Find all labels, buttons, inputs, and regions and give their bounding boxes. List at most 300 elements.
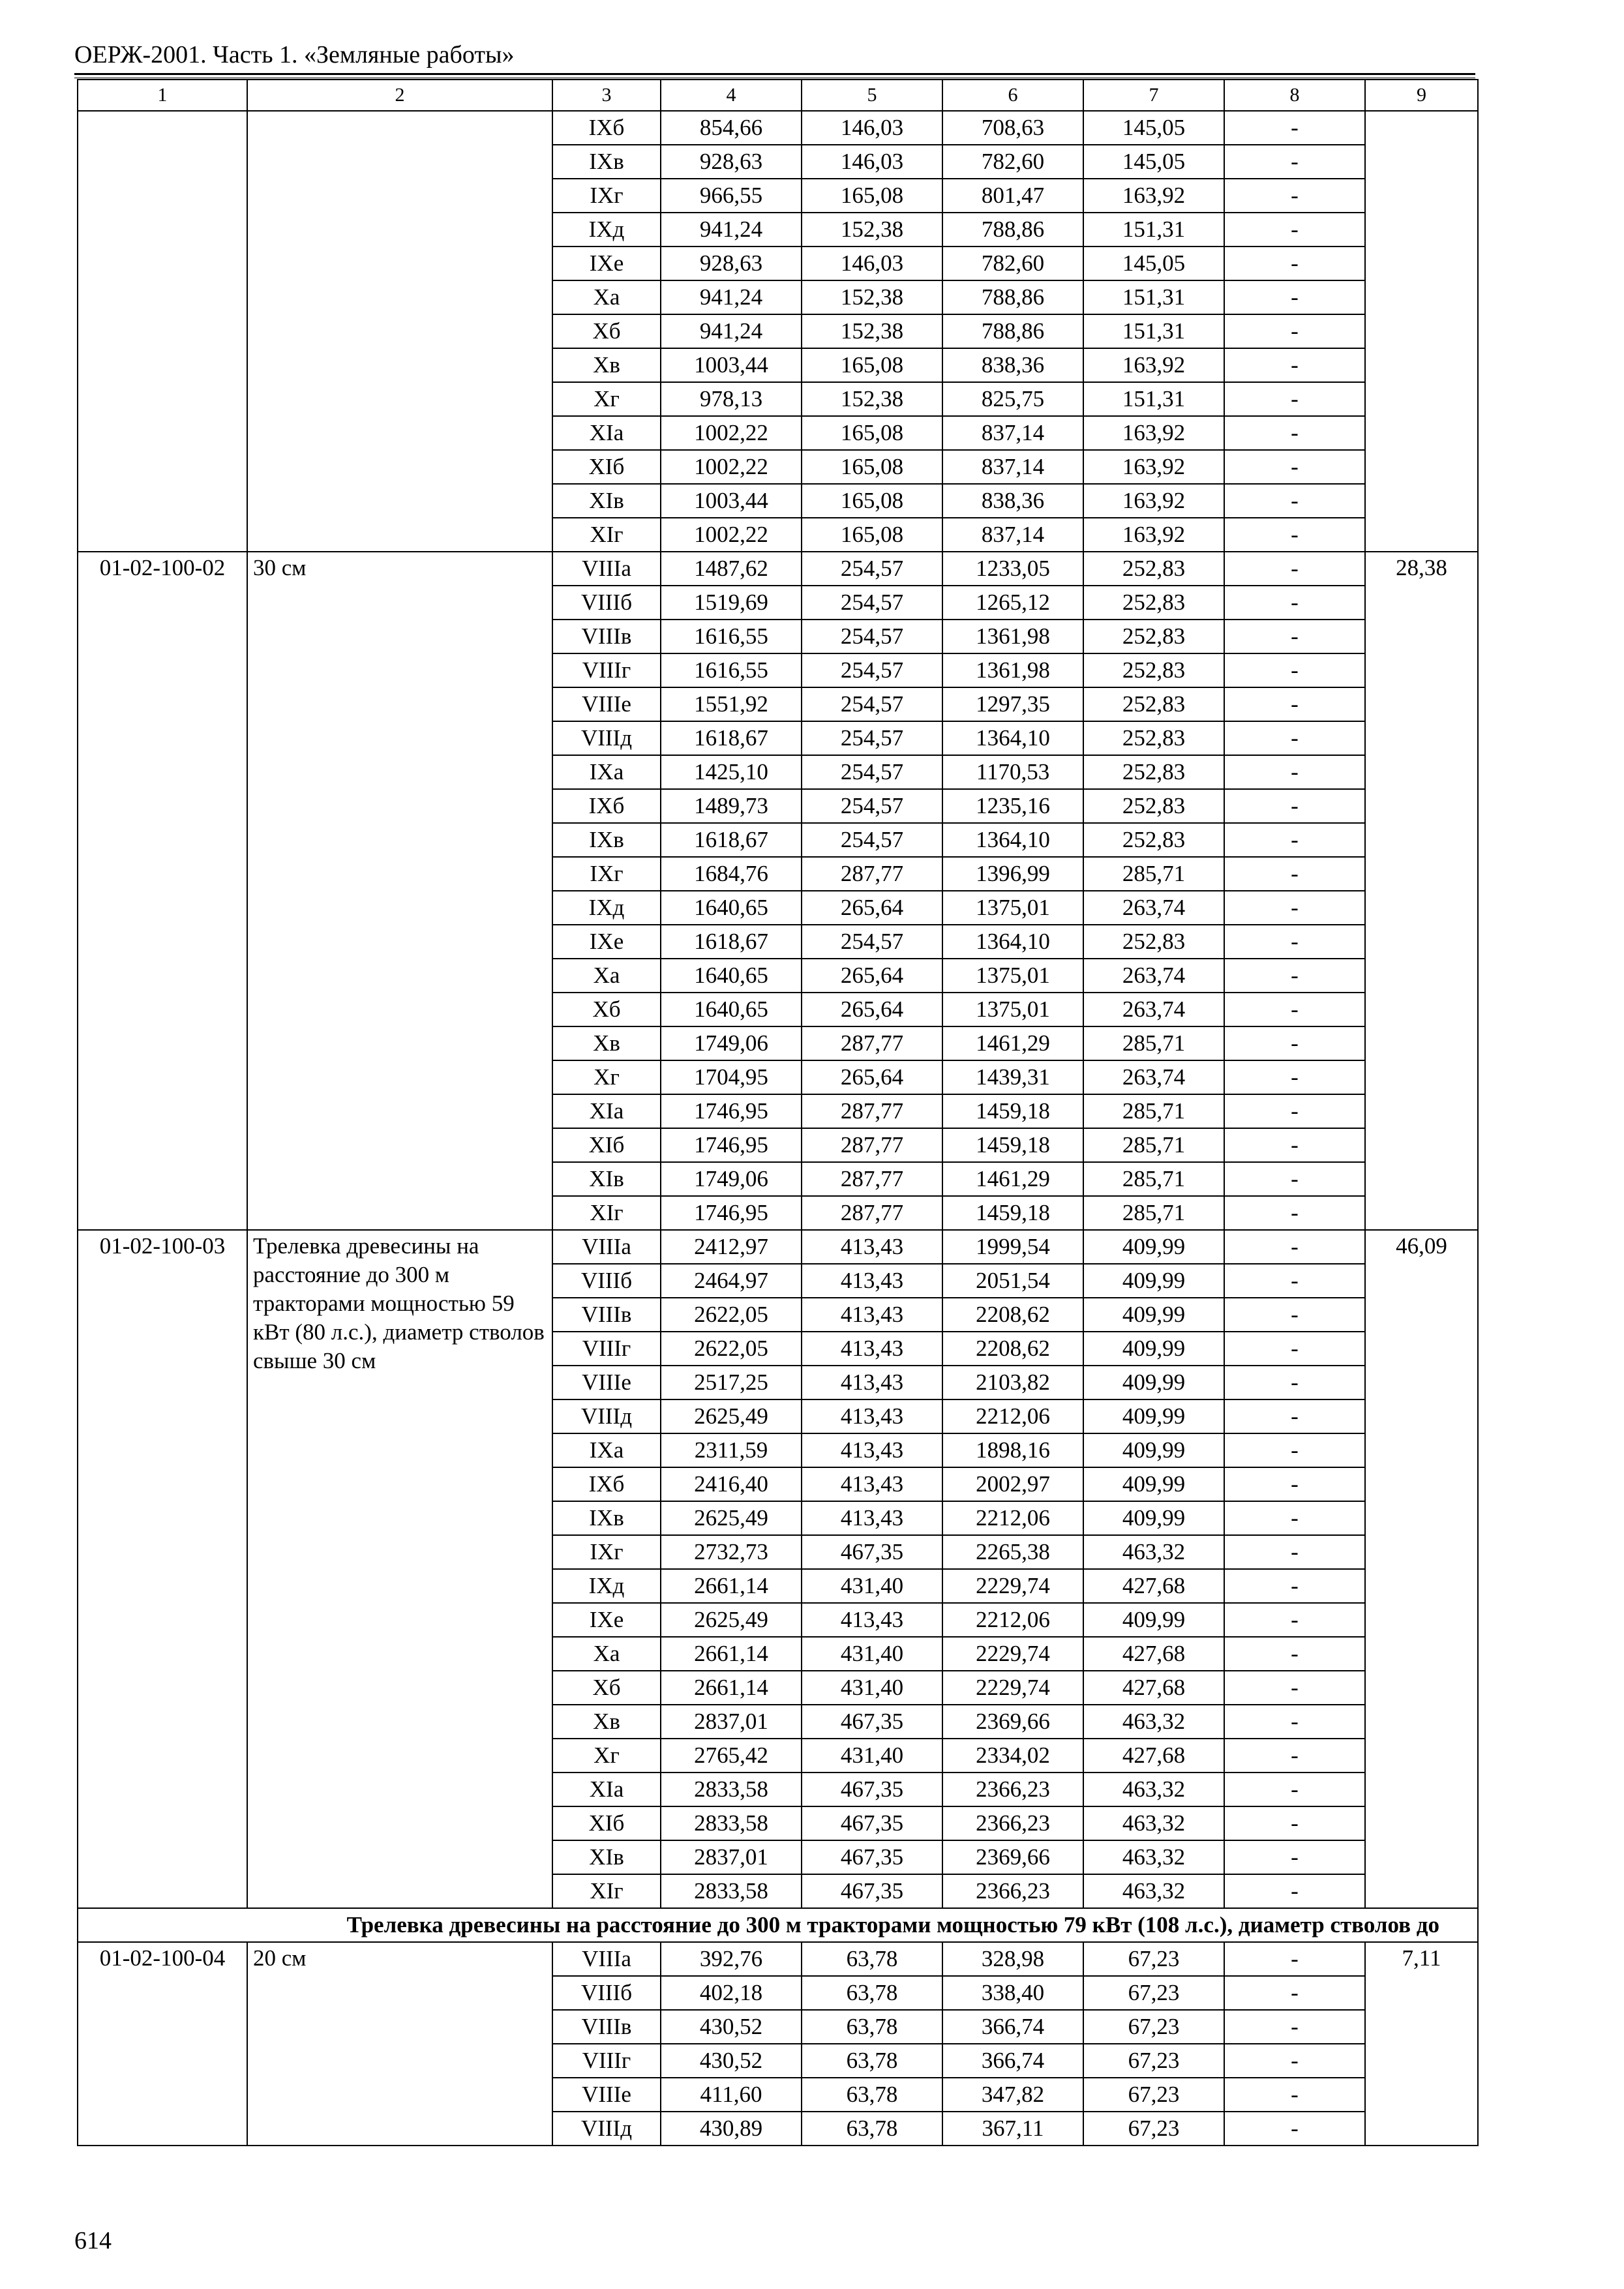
- machine-cost: 708,63: [942, 111, 1083, 145]
- operator-wage: 145,05: [1083, 145, 1224, 179]
- category: VIIIа: [552, 1942, 661, 1976]
- materials-cost: -: [1224, 2078, 1365, 2112]
- materials-cost: -: [1224, 382, 1365, 416]
- category: IXа: [552, 755, 661, 789]
- operator-wage: 463,32: [1083, 1840, 1224, 1874]
- machine-cost: 367,11: [942, 2112, 1083, 2146]
- total-cost: 854,66: [661, 111, 802, 145]
- total-cost: 2765,42: [661, 1739, 802, 1773]
- category: IXб: [552, 789, 661, 823]
- total-cost: 2517,25: [661, 1366, 802, 1399]
- column-number: 4: [661, 80, 802, 111]
- category: IXв: [552, 145, 661, 179]
- machine-cost: 1297,35: [942, 687, 1083, 721]
- total-cost: 1640,65: [661, 891, 802, 925]
- machine-cost: 1439,31: [942, 1060, 1083, 1094]
- table-row: [78, 1230, 1478, 1264]
- materials-cost: -: [1224, 179, 1365, 213]
- column-number: 8: [1224, 80, 1365, 111]
- category: IXг: [552, 179, 661, 213]
- total-cost: 978,13: [661, 382, 802, 416]
- operator-wage: 252,83: [1083, 721, 1224, 755]
- category: XIа: [552, 1094, 661, 1128]
- labor-cost: 254,57: [802, 789, 942, 823]
- machine-cost: 1461,29: [942, 1026, 1083, 1060]
- total-cost: 2833,58: [661, 1874, 802, 1908]
- rates-table: [77, 79, 1479, 2146]
- labor-hours: 28,38: [1365, 552, 1478, 1230]
- machine-cost: 837,14: [942, 518, 1083, 552]
- column-number: 1: [78, 80, 247, 111]
- category: VIIIг: [552, 1332, 661, 1366]
- category: XIг: [552, 1874, 661, 1908]
- category: IXд: [552, 891, 661, 925]
- table-row: [78, 552, 1478, 586]
- machine-cost: 2265,38: [942, 1535, 1083, 1569]
- materials-cost: -: [1224, 2010, 1365, 2044]
- materials-cost: -: [1224, 145, 1365, 179]
- total-cost: 2622,05: [661, 1298, 802, 1332]
- category: IXд: [552, 1569, 661, 1603]
- total-cost: 402,18: [661, 1976, 802, 2010]
- machine-cost: 2051,54: [942, 1264, 1083, 1298]
- total-cost: 1640,65: [661, 959, 802, 993]
- total-cost: 2416,40: [661, 1467, 802, 1501]
- labor-cost: 467,35: [802, 1806, 942, 1840]
- labor-hours: 7,11: [1365, 1942, 1478, 2146]
- labor-cost: 413,43: [802, 1298, 942, 1332]
- machine-cost: 1235,16: [942, 789, 1083, 823]
- materials-cost: -: [1224, 1366, 1365, 1399]
- materials-cost: -: [1224, 450, 1365, 484]
- total-cost: 1749,06: [661, 1026, 802, 1060]
- materials-cost: -: [1224, 721, 1365, 755]
- labor-cost: 287,77: [802, 1162, 942, 1196]
- materials-cost: -: [1224, 1840, 1365, 1874]
- machine-cost: 1999,54: [942, 1230, 1083, 1264]
- machine-cost: 782,60: [942, 145, 1083, 179]
- machine-cost: 2366,23: [942, 1874, 1083, 1908]
- operator-wage: 67,23: [1083, 1976, 1224, 2010]
- operator-wage: 463,32: [1083, 1705, 1224, 1739]
- total-cost: 430,89: [661, 2112, 802, 2146]
- total-cost: 430,52: [661, 2010, 802, 2044]
- labor-hours: [1365, 111, 1478, 552]
- materials-cost: -: [1224, 993, 1365, 1026]
- labor-cost: 413,43: [802, 1467, 942, 1501]
- operator-wage: 285,71: [1083, 1026, 1224, 1060]
- category: VIIIд: [552, 1399, 661, 1433]
- machine-cost: 347,82: [942, 2078, 1083, 2112]
- materials-cost: -: [1224, 518, 1365, 552]
- operator-wage: 252,83: [1083, 620, 1224, 653]
- total-cost: 966,55: [661, 179, 802, 213]
- operator-wage: 463,32: [1083, 1535, 1224, 1569]
- total-cost: 1616,55: [661, 653, 802, 687]
- labor-cost: 146,03: [802, 247, 942, 280]
- labor-cost: 254,57: [802, 823, 942, 857]
- materials-cost: -: [1224, 1094, 1365, 1128]
- materials-cost: -: [1224, 857, 1365, 891]
- materials-cost: -: [1224, 959, 1365, 993]
- total-cost: 1684,76: [661, 857, 802, 891]
- total-cost: 2833,58: [661, 1806, 802, 1840]
- category: IXг: [552, 857, 661, 891]
- labor-cost: 287,77: [802, 1026, 942, 1060]
- materials-cost: -: [1224, 1230, 1365, 1264]
- category: VIIIб: [552, 1264, 661, 1298]
- machine-cost: 2103,82: [942, 1366, 1083, 1399]
- machine-cost: 2212,06: [942, 1603, 1083, 1637]
- labor-cost: 254,57: [802, 925, 942, 959]
- materials-cost: -: [1224, 1705, 1365, 1739]
- machine-cost: 782,60: [942, 247, 1083, 280]
- category: Xб: [552, 314, 661, 348]
- materials-cost: -: [1224, 348, 1365, 382]
- category: IXе: [552, 925, 661, 959]
- operator-wage: 409,99: [1083, 1230, 1224, 1264]
- machine-cost: 1375,01: [942, 891, 1083, 925]
- category: VIIIб: [552, 586, 661, 620]
- operator-wage: 463,32: [1083, 1806, 1224, 1840]
- machine-cost: 1364,10: [942, 925, 1083, 959]
- labor-cost: 467,35: [802, 1874, 942, 1908]
- labor-hours: 46,09: [1365, 1230, 1478, 1908]
- operator-wage: 252,83: [1083, 789, 1224, 823]
- operator-wage: 285,71: [1083, 857, 1224, 891]
- labor-cost: 467,35: [802, 1705, 942, 1739]
- materials-cost: -: [1224, 1026, 1365, 1060]
- operator-wage: 67,23: [1083, 2112, 1224, 2146]
- category: VIIIг: [552, 653, 661, 687]
- total-cost: 2661,14: [661, 1569, 802, 1603]
- labor-cost: 165,08: [802, 416, 942, 450]
- materials-cost: -: [1224, 620, 1365, 653]
- operator-wage: 252,83: [1083, 823, 1224, 857]
- column-number: 2: [247, 80, 552, 111]
- category: VIIIг: [552, 2044, 661, 2078]
- total-cost: 1704,95: [661, 1060, 802, 1094]
- work-description: [247, 111, 552, 552]
- machine-cost: 2212,06: [942, 1399, 1083, 1433]
- operator-wage: 145,05: [1083, 247, 1224, 280]
- category: VIIIе: [552, 2078, 661, 2112]
- materials-cost: -: [1224, 484, 1365, 518]
- category: Xг: [552, 1739, 661, 1773]
- machine-cost: 1233,05: [942, 552, 1083, 586]
- labor-cost: 413,43: [802, 1332, 942, 1366]
- operator-wage: 409,99: [1083, 1433, 1224, 1467]
- operator-wage: 163,92: [1083, 518, 1224, 552]
- machine-cost: 801,47: [942, 179, 1083, 213]
- materials-cost: -: [1224, 2112, 1365, 2146]
- operator-wage: 285,71: [1083, 1196, 1224, 1230]
- machine-cost: 788,86: [942, 314, 1083, 348]
- operator-wage: 145,05: [1083, 111, 1224, 145]
- materials-cost: -: [1224, 1060, 1365, 1094]
- category: VIIIв: [552, 2010, 661, 2044]
- table-body: [78, 80, 1478, 2146]
- page-number: 614: [74, 2227, 112, 2254]
- total-cost: 941,24: [661, 280, 802, 314]
- category: Xа: [552, 280, 661, 314]
- total-cost: 1616,55: [661, 620, 802, 653]
- materials-cost: -: [1224, 1298, 1365, 1332]
- labor-cost: 152,38: [802, 280, 942, 314]
- materials-cost: -: [1224, 1671, 1365, 1705]
- total-cost: 2625,49: [661, 1399, 802, 1433]
- labor-cost: 63,78: [802, 1976, 942, 2010]
- materials-cost: -: [1224, 1535, 1365, 1569]
- operator-wage: 263,74: [1083, 891, 1224, 925]
- machine-cost: 1461,29: [942, 1162, 1083, 1196]
- machine-cost: 1361,98: [942, 620, 1083, 653]
- machine-cost: 366,74: [942, 2010, 1083, 2044]
- machine-cost: 2229,74: [942, 1637, 1083, 1671]
- category: IXв: [552, 823, 661, 857]
- labor-cost: 265,64: [802, 1060, 942, 1094]
- labor-cost: 254,57: [802, 552, 942, 586]
- labor-cost: 165,08: [802, 348, 942, 382]
- column-number-row: [78, 80, 1478, 111]
- column-number: 6: [942, 80, 1083, 111]
- labor-cost: 165,08: [802, 179, 942, 213]
- category: IXе: [552, 247, 661, 280]
- category: VIIIа: [552, 1230, 661, 1264]
- total-cost: 1425,10: [661, 755, 802, 789]
- labor-cost: 431,40: [802, 1739, 942, 1773]
- header-rule: [74, 73, 1475, 75]
- materials-cost: -: [1224, 789, 1365, 823]
- machine-cost: 1265,12: [942, 586, 1083, 620]
- materials-cost: -: [1224, 213, 1365, 247]
- machine-cost: 2212,06: [942, 1501, 1083, 1535]
- category: VIIIд: [552, 2112, 661, 2146]
- labor-cost: 63,78: [802, 2112, 942, 2146]
- labor-cost: 413,43: [802, 1399, 942, 1433]
- total-cost: 1519,69: [661, 586, 802, 620]
- labor-cost: 287,77: [802, 857, 942, 891]
- materials-cost: -: [1224, 1196, 1365, 1230]
- category: IXд: [552, 213, 661, 247]
- operator-wage: 409,99: [1083, 1366, 1224, 1399]
- category: Xв: [552, 1705, 661, 1739]
- total-cost: 941,24: [661, 213, 802, 247]
- total-cost: 1618,67: [661, 925, 802, 959]
- materials-cost: -: [1224, 1399, 1365, 1433]
- labor-cost: 63,78: [802, 2078, 942, 2112]
- section-title: Трелевка древесины на расстояние до 300 м тракторами мощностью 79 кВт (108 л.с.), диаметр стволов до: [78, 1908, 1478, 1942]
- machine-cost: 1898,16: [942, 1433, 1083, 1467]
- operator-wage: 151,31: [1083, 382, 1224, 416]
- materials-cost: -: [1224, 314, 1365, 348]
- labor-cost: 431,40: [802, 1569, 942, 1603]
- total-cost: 2625,49: [661, 1603, 802, 1637]
- total-cost: 411,60: [661, 2078, 802, 2112]
- labor-cost: 467,35: [802, 1840, 942, 1874]
- category: VIIIб: [552, 1976, 661, 2010]
- machine-cost: 2229,74: [942, 1671, 1083, 1705]
- machine-cost: 1364,10: [942, 823, 1083, 857]
- machine-cost: 328,98: [942, 1942, 1083, 1976]
- total-cost: 2412,97: [661, 1230, 802, 1264]
- materials-cost: -: [1224, 755, 1365, 789]
- labor-cost: 152,38: [802, 213, 942, 247]
- materials-cost: -: [1224, 416, 1365, 450]
- operator-wage: 285,71: [1083, 1162, 1224, 1196]
- labor-cost: 254,57: [802, 620, 942, 653]
- category: XIв: [552, 484, 661, 518]
- rate-code: 01-02-100-04: [78, 1942, 247, 2146]
- category: VIIIа: [552, 552, 661, 586]
- materials-cost: -: [1224, 1942, 1365, 1976]
- category: VIIIе: [552, 1366, 661, 1399]
- labor-cost: 265,64: [802, 891, 942, 925]
- labor-cost: 413,43: [802, 1230, 942, 1264]
- category: Xв: [552, 1026, 661, 1060]
- work-description: Трелевка древесины на расстояние до 300 м тракторами мощностью 59 кВт (80 л.с.), диаметр стволов свыше 30 см: [247, 1230, 552, 1908]
- operator-wage: 463,32: [1083, 1874, 1224, 1908]
- rate-code: [78, 111, 247, 552]
- labor-cost: 287,77: [802, 1196, 942, 1230]
- operator-wage: 427,68: [1083, 1739, 1224, 1773]
- machine-cost: 837,14: [942, 450, 1083, 484]
- column-number: 7: [1083, 80, 1224, 111]
- machine-cost: 1396,99: [942, 857, 1083, 891]
- operator-wage: 67,23: [1083, 2044, 1224, 2078]
- category: XIа: [552, 1773, 661, 1806]
- materials-cost: -: [1224, 1637, 1365, 1671]
- total-cost: 1487,62: [661, 552, 802, 586]
- labor-cost: 254,57: [802, 586, 942, 620]
- total-cost: 1746,95: [661, 1094, 802, 1128]
- total-cost: 2837,01: [661, 1840, 802, 1874]
- category: XIб: [552, 1806, 661, 1840]
- materials-cost: -: [1224, 1264, 1365, 1298]
- running-header: ОЕРЖ-2001. Часть 1. «Земляные работы»: [74, 41, 515, 68]
- category: XIв: [552, 1162, 661, 1196]
- materials-cost: -: [1224, 1332, 1365, 1366]
- machine-cost: 788,86: [942, 280, 1083, 314]
- materials-cost: -: [1224, 823, 1365, 857]
- materials-cost: -: [1224, 1569, 1365, 1603]
- labor-cost: 63,78: [802, 1942, 942, 1976]
- materials-cost: -: [1224, 1162, 1365, 1196]
- category: XIб: [552, 1128, 661, 1162]
- labor-cost: 63,78: [802, 2044, 942, 2078]
- materials-cost: -: [1224, 247, 1365, 280]
- operator-wage: 252,83: [1083, 653, 1224, 687]
- total-cost: 928,63: [661, 247, 802, 280]
- section-title-row: [78, 1908, 1478, 1942]
- operator-wage: 263,74: [1083, 1060, 1224, 1094]
- total-cost: 1618,67: [661, 823, 802, 857]
- operator-wage: 409,99: [1083, 1603, 1224, 1637]
- operator-wage: 252,83: [1083, 586, 1224, 620]
- operator-wage: 409,99: [1083, 1467, 1224, 1501]
- machine-cost: 838,36: [942, 348, 1083, 382]
- total-cost: 2464,97: [661, 1264, 802, 1298]
- labor-cost: 254,57: [802, 653, 942, 687]
- category: IXб: [552, 1467, 661, 1501]
- machine-cost: 837,14: [942, 416, 1083, 450]
- total-cost: 1002,22: [661, 518, 802, 552]
- rate-code: 01-02-100-02: [78, 552, 247, 1230]
- operator-wage: 252,83: [1083, 755, 1224, 789]
- operator-wage: 163,92: [1083, 416, 1224, 450]
- machine-cost: 2208,62: [942, 1298, 1083, 1332]
- materials-cost: -: [1224, 552, 1365, 586]
- operator-wage: 285,71: [1083, 1094, 1224, 1128]
- category: IXв: [552, 1501, 661, 1535]
- materials-cost: -: [1224, 1874, 1365, 1908]
- operator-wage: 67,23: [1083, 2010, 1224, 2044]
- column-number: 5: [802, 80, 942, 111]
- category: Xа: [552, 1637, 661, 1671]
- operator-wage: 67,23: [1083, 1942, 1224, 1976]
- total-cost: 2311,59: [661, 1433, 802, 1467]
- operator-wage: 427,68: [1083, 1671, 1224, 1705]
- total-cost: 941,24: [661, 314, 802, 348]
- materials-cost: -: [1224, 1806, 1365, 1840]
- category: IXа: [552, 1433, 661, 1467]
- operator-wage: 427,68: [1083, 1637, 1224, 1671]
- machine-cost: 825,75: [942, 382, 1083, 416]
- operator-wage: 409,99: [1083, 1298, 1224, 1332]
- operator-wage: 151,31: [1083, 280, 1224, 314]
- operator-wage: 163,92: [1083, 484, 1224, 518]
- operator-wage: 252,83: [1083, 925, 1224, 959]
- category: XIа: [552, 416, 661, 450]
- machine-cost: 1361,98: [942, 653, 1083, 687]
- total-cost: 392,76: [661, 1942, 802, 1976]
- total-cost: 1749,06: [661, 1162, 802, 1196]
- category: IXг: [552, 1535, 661, 1569]
- operator-wage: 252,83: [1083, 687, 1224, 721]
- operator-wage: 427,68: [1083, 1569, 1224, 1603]
- operator-wage: 285,71: [1083, 1128, 1224, 1162]
- labor-cost: 413,43: [802, 1603, 942, 1637]
- machine-cost: 1459,18: [942, 1128, 1083, 1162]
- machine-cost: 338,40: [942, 1976, 1083, 2010]
- column-number: 3: [552, 80, 661, 111]
- category: VIIIв: [552, 620, 661, 653]
- operator-wage: 263,74: [1083, 993, 1224, 1026]
- total-cost: 1640,65: [661, 993, 802, 1026]
- operator-wage: 463,32: [1083, 1773, 1224, 1806]
- materials-cost: -: [1224, 687, 1365, 721]
- labor-cost: 467,35: [802, 1535, 942, 1569]
- labor-cost: 254,57: [802, 721, 942, 755]
- operator-wage: 409,99: [1083, 1399, 1224, 1433]
- labor-cost: 287,77: [802, 1094, 942, 1128]
- labor-cost: 413,43: [802, 1501, 942, 1535]
- work-description: 30 см: [247, 552, 552, 1230]
- labor-cost: 431,40: [802, 1637, 942, 1671]
- category: VIIIд: [552, 721, 661, 755]
- machine-cost: 1375,01: [942, 959, 1083, 993]
- total-cost: 928,63: [661, 145, 802, 179]
- category: IXб: [552, 111, 661, 145]
- category: Xв: [552, 348, 661, 382]
- materials-cost: -: [1224, 280, 1365, 314]
- labor-cost: 413,43: [802, 1366, 942, 1399]
- total-cost: 2661,14: [661, 1637, 802, 1671]
- work-description: 20 см: [247, 1942, 552, 2146]
- total-cost: 2833,58: [661, 1773, 802, 1806]
- total-cost: 2622,05: [661, 1332, 802, 1366]
- machine-cost: 1459,18: [942, 1196, 1083, 1230]
